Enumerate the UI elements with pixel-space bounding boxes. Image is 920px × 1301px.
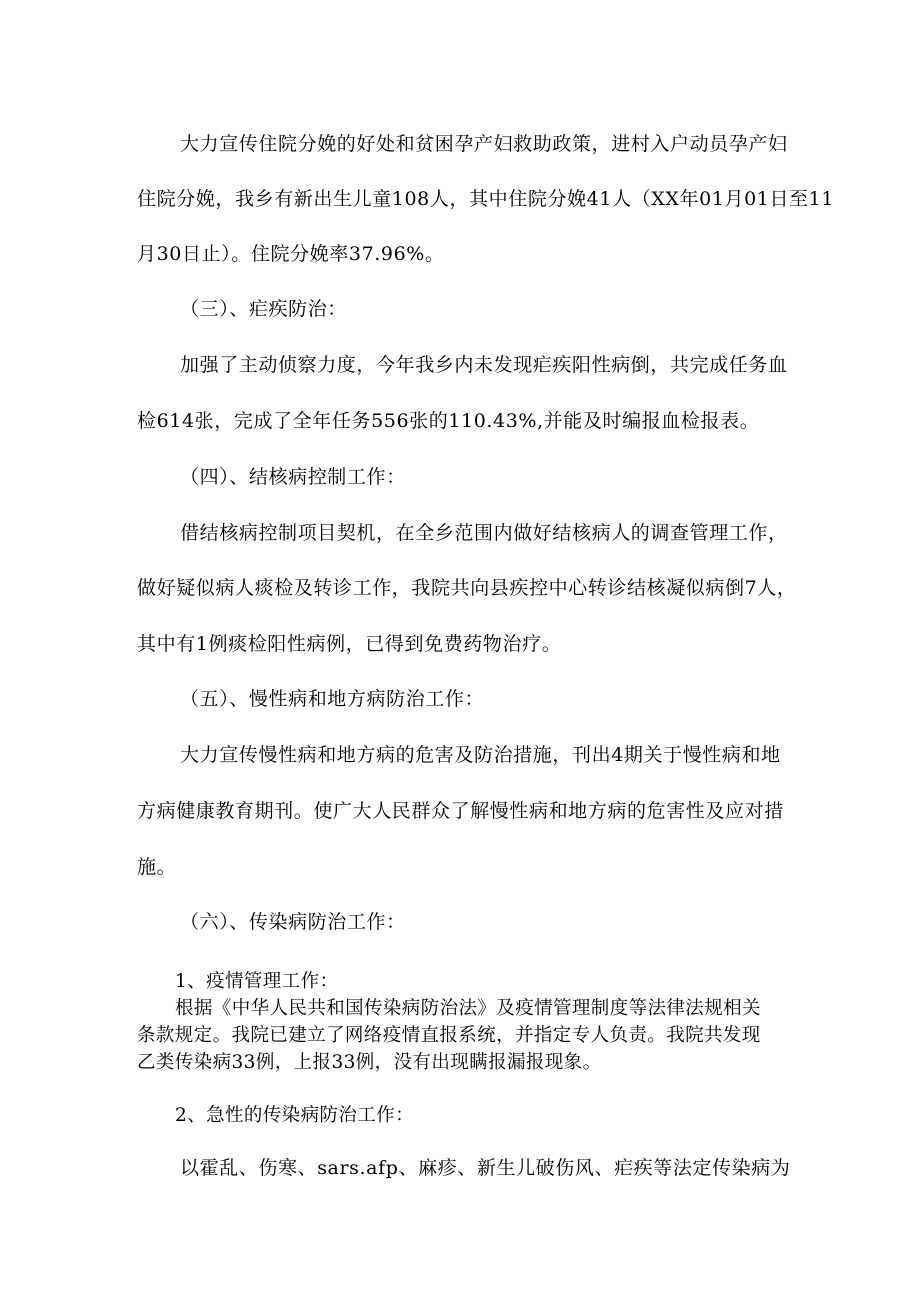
paragraph-2-line-1: 加强了主动侦察力度，今年我乡内未发现疟疾阳性病倒，共完成任务血 [180,354,788,376]
subsection-1-title: 1、疫情管理工作： [175,971,339,992]
paragraph-4-line-1: 大力宣传慢性病和地方病的危害及防治措施，刊出4期关于慢性病和地 [180,744,781,766]
subsection-1-line-1: 根据《中华人民共和国传染病防治法》及疫情管理制度等法律法规相关 [175,998,761,1019]
paragraph-4-line-3: 施。 [137,856,177,878]
subsection-1-line-2: 条款规定。我院已建立了网络疫情直报系统，并指定专人负责。我院共发现 [137,1025,761,1046]
section-heading-6: （六）、传染病防治工作： [180,911,406,933]
paragraph-1-line-3: 月30日止）。住院分娩率37.96%。 [137,243,445,265]
section-heading-3: （三）、疟疾防治： [180,298,347,320]
paragraph-1-line-1: 大力宣传住院分娩的好处和贫困孕产妇救助政策，进村入户动员孕产妇 [180,133,788,155]
subsection-1-line-3: 乙类传染病33例，上报33例，没有出现瞒报漏报现象。 [137,1052,602,1073]
section-heading-5: （五）、慢性病和地方病防治工作： [180,688,485,710]
paragraph-4-line-2: 方病健康教育期刊。使广大人民群众了解慢性病和地方病的危害性及应对措 [137,800,784,822]
paragraph-3-line-2: 做好疑似病人痰检及转诊工作，我院共向县疾控中心转诊结核凝似病倒7人， [137,577,797,599]
paragraph-3-line-3: 其中有1例痰检阳性病例，已得到免费药物治疗。 [137,633,562,655]
paragraph-3-line-1: 借结核病控制项目契机，在全乡范围内做好结核病人的调查管理工作， [180,522,788,544]
subsection-2-title: 2、急性的传染病防治工作： [175,1105,414,1126]
paragraph-1-line-2: 住院分娩，我乡有新出生儿童108人，其中住院分娩41人（XX年01月01日至11 [137,188,835,210]
paragraph-2-line-2: 检614张，完成了全年任务556张的110.43%,并能及时编报血检报表。 [137,410,760,432]
subsection-2-line-1: 以霍乱、伤寒、sars.afp、麻疹、新生儿破伤风、疟疾等法定传染病为 [180,1157,791,1179]
section-heading-4: （四）、结核病控制工作： [180,466,406,488]
